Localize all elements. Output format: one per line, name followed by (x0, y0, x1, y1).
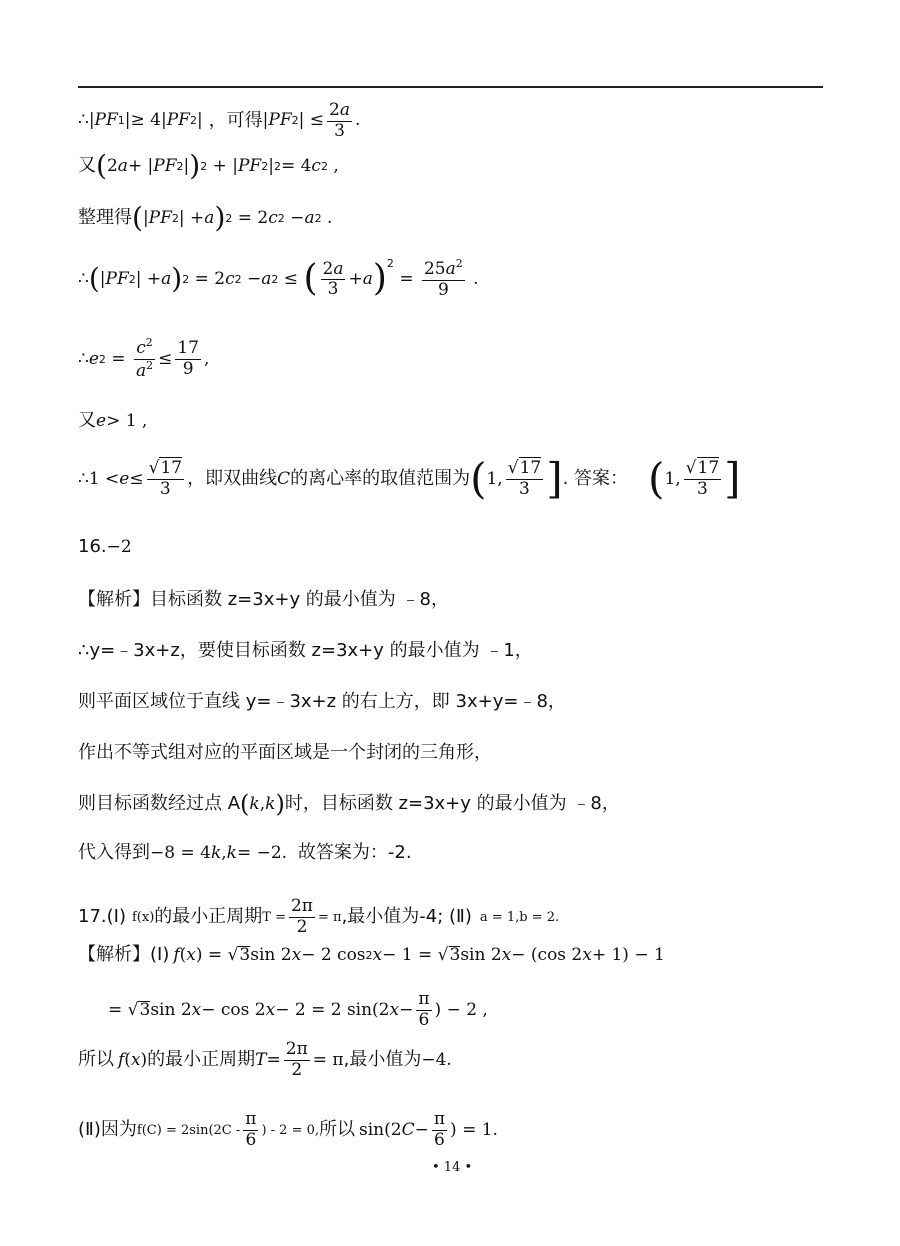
q17-line-2: = √ 3 sin 2 x − cos 2 x − 2 = 2 sin(2 x − $\frac{\pi}{6}$ ) − 2 , (108, 989, 488, 1030)
math-line-4: ∴ ( | PF 2 | + a ) 2 = 2 c 2 − a 2 ≤ ( $\frac{2a}{3}$ + a ) $^2$ = $\frac{25a^2}{9}$ . (78, 257, 479, 300)
math-line-3: 整理得 ( | PF 2 | + a ) 2 = 2 c 2 − a 2 . (78, 201, 333, 234)
q16-line-5: 则目标函数经过点 A ( k , k ) 时，目标函数 z=3x+y 的最小值为 ﹣8， (78, 790, 620, 818)
q16-line-2: ∴y=﹣3x+z，要使目标函数 z=3x+y 的最小值为 ﹣1， (78, 640, 533, 661)
q17-line-3: 所以 f ( x ) 的最小正周期 T = $\frac{2\pi}{2}$ = π ,最小值为 −4. (78, 1039, 452, 1080)
math-line-7: ∴1 < e ≤ $\frac{√17}{3}$ ，即双曲线 C 的离心率的取值范围为 ( 1, $\frac{√17}{3}$ ] . 答案： ( 1, $\frac{√17}{3}$ ] (78, 454, 741, 503)
math-line-6: 又 e > 1 , (78, 410, 148, 431)
math-line-5: ∴ e 2 = $\frac{c^2}{a^2}$ ≤ $\frac{17}{9}$ , (78, 336, 210, 381)
math-line-1: ∴| PF 1 |≥ 4| PF 2 | ，可得 | PF 2 | ≤ $\frac{2a}{3}$ . (78, 100, 361, 141)
q17-line-1: 【解析】(Ⅰ) f ( x ) = √ 3 sin 2 x − 2 cos 2 x − 1 = √ 3 sin 2 x − (cos 2 x + 1) − 1 (78, 944, 665, 965)
q16-line-4: 作出不等式组对应的平面区域是一个封闭的三角形， (78, 742, 492, 763)
q17-title: 17.(Ⅰ) f(x) 的最小正周期 T = $\frac{2\pi}{2}$ = π ,最小值为-4; (Ⅱ) a = 1,b = 2. (78, 896, 560, 937)
q16-line-1: 【解析】目标函数 z=3x+y 的最小值为 ﹣8， (78, 589, 449, 610)
q16-line-6: 代入得到 −8 = 4 k , k = −2. 故答案为：-2. (78, 842, 412, 863)
q17-line-4: (Ⅱ)因为 f(C) = 2sin(2C - $\frac{\pi}{6}$ ) - 2 = 0, 所以 sin(2 C − $\frac{\pi}{6}$ ) = 1 . (78, 1109, 498, 1150)
math-line-2: 又 ( 2 a + | PF 2 | ) 2 + | PF 2 | 2 = 4 c 2 , (78, 149, 339, 182)
page-number: • 14 • (432, 1160, 473, 1175)
q16-line-3: 则平面区域位于直线 y=﹣3x+z 的右上方，即 3x+y=﹣8， (78, 691, 566, 712)
q16-title: 16. −2 (78, 536, 132, 557)
header-rule (78, 86, 823, 88)
